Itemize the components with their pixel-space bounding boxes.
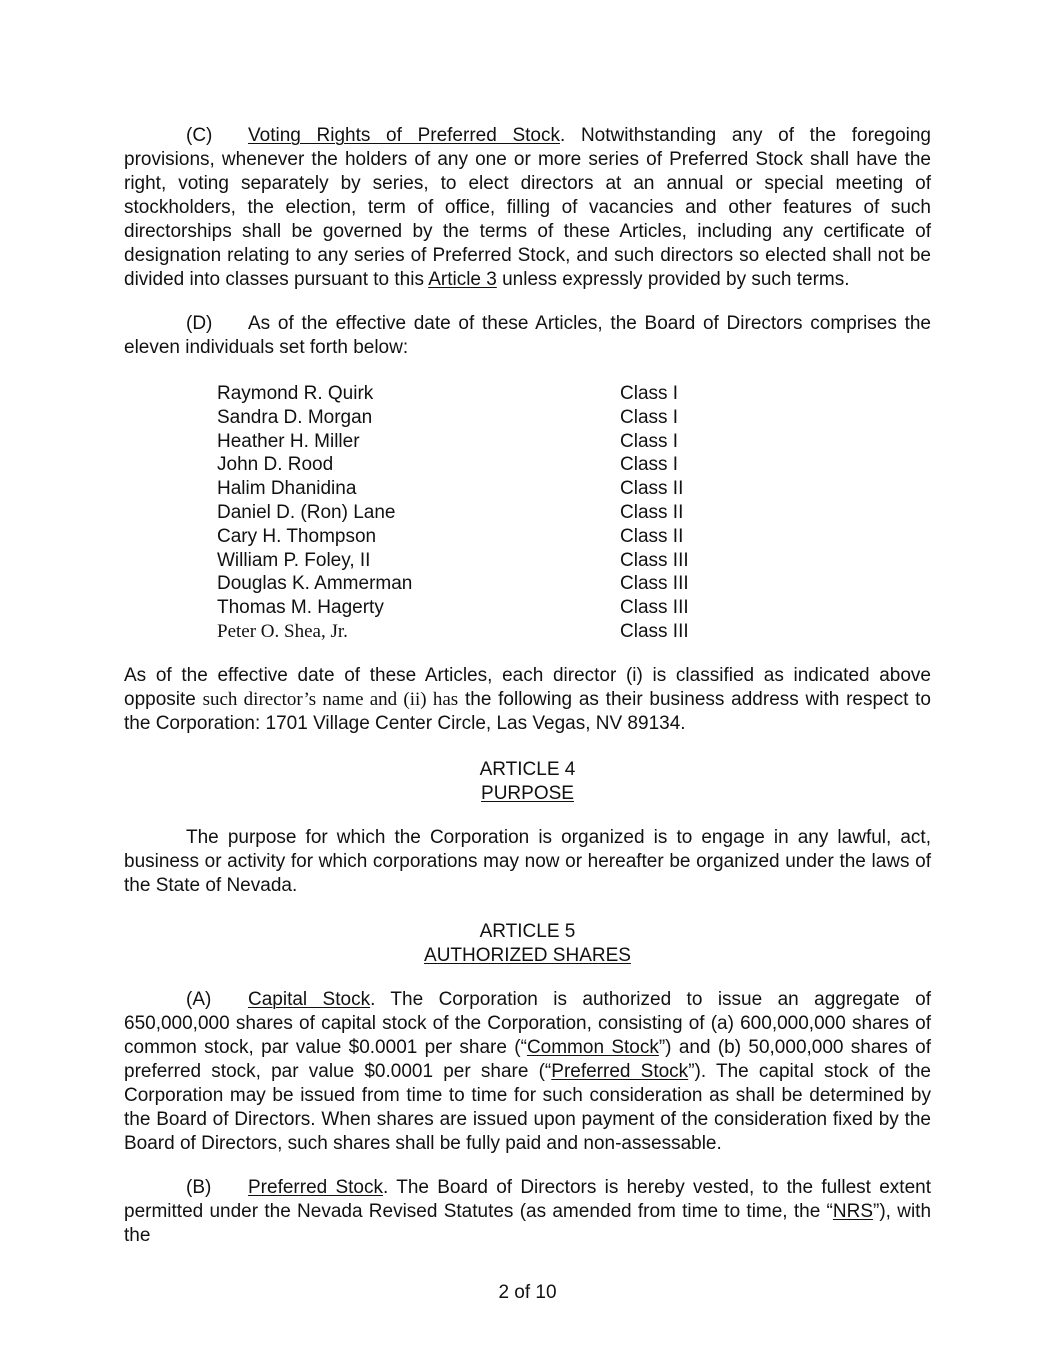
directors-list (217, 382, 931, 644)
purpose-text: The purpose for which the Corporation is organized is to engage in any lawful, act, business or activity for which corporations may now or hereafter be organized under the laws of the State of Nevada. (124, 826, 931, 896)
director-row (217, 406, 931, 430)
business-address-paragraph (124, 664, 931, 736)
article-3-reference: Article 3 (428, 269, 497, 290)
section-c-paragraph (124, 124, 931, 292)
director-row (217, 453, 931, 477)
director-name: Douglas K. Ammerman (217, 573, 413, 595)
director-class: Class II (620, 525, 684, 547)
section-c-heading: Voting Rights of Preferred Stock (248, 125, 560, 146)
address-text-serif: such director’s name and (ii) has (202, 688, 459, 710)
director-row (217, 525, 931, 549)
section-d-label: (D) (186, 313, 213, 334)
director-name: Peter O. Shea, Jr. (217, 620, 348, 642)
director-row (217, 549, 931, 573)
director-name: Thomas M. Hagerty (217, 597, 384, 619)
section-b-paragraph (124, 1176, 931, 1248)
director-name: Cary H. Thompson (217, 525, 377, 547)
director-class: Class I (620, 454, 679, 476)
section-b-text-end: ”), with the (124, 1200, 932, 1246)
director-row (217, 477, 931, 501)
director-name: Raymond R. Quirk (217, 383, 374, 404)
section-a-paragraph (124, 988, 931, 1156)
section-c-label: (C) (186, 125, 213, 146)
director-row (217, 620, 931, 644)
article-5-title: AUTHORIZED SHARES (424, 944, 631, 966)
section-b-text: . The Board of Directors is hereby vested, to the fullest extent permitted under the Nevada Revised Statutes (as amended from time to time, the “ (124, 1176, 931, 1222)
director-name: Halim Dhanidina (217, 478, 357, 500)
address-text: As of the effective date of these Articles, each director (i) is classified as indicated above opposite (124, 664, 931, 710)
section-c-text: . Notwithstanding any of the foregoing provisions, whenever the holders of any one or more series of Preferred Stock shall have the right, voting separately by series, to elect directors at an annual or special meeting of stockholders, the election, term of office, filling of vacancies and other features of such directorships shall be governed by the terms of these Articles, including any certificate of designation relating to any series of Preferred Stock, and such directors so elected shall not be divided into classes pursuant to this (124, 125, 931, 290)
nrs-term: NRS (832, 1200, 874, 1222)
director-row (217, 501, 931, 525)
preferred-stock-term: Preferred Stock (551, 1060, 689, 1082)
section-c-text-end: unless expressly provided by such terms. (496, 269, 850, 290)
section-b-heading: Preferred Stock (248, 1176, 383, 1198)
section-a-heading: Capital Stock (248, 988, 371, 1010)
document-body (124, 124, 931, 1248)
director-class: Class I (620, 383, 679, 404)
director-name: Sandra D. Morgan (217, 406, 373, 428)
director-row (217, 382, 931, 406)
director-class: Class I (620, 406, 679, 428)
section-d-text: As of the effective date of these Articles, the Board of Directors comprises the eleven individuals set forth below: (124, 313, 931, 358)
section-b-label: (B) (186, 1176, 212, 1198)
purpose-paragraph (124, 826, 931, 898)
director-row (217, 572, 931, 596)
director-name: Heather H. Miller (217, 430, 360, 452)
director-name: Daniel D. (Ron) Lane (217, 501, 396, 523)
article-5-heading (124, 920, 931, 968)
director-class: Class II (620, 478, 684, 500)
address-text-end: the following as their business address with respect to the Corporation: 1701 Village Center Circle, Las Vegas, NV 89134. (124, 688, 931, 734)
director-class: Class I (620, 430, 679, 452)
common-stock-term: Common Stock (526, 1036, 659, 1058)
director-class: Class III (620, 573, 689, 595)
section-a-text: . The Corporation is authorized to issue an aggregate of 650,000,000 shares of capital stock of the Corporation, consisting of (a) 600,000,000 shares of common stock, par value $0.0001 per share (“ (124, 988, 931, 1058)
director-class: Class II (620, 501, 684, 523)
director-name: William P. Foley, II (217, 549, 371, 571)
article-4-heading (124, 758, 931, 806)
page-number: 2 of 10 (498, 1282, 557, 1303)
article-4-number: ARTICLE 4 (479, 758, 576, 780)
section-a-text-2: ”) and (b) 50,000,000 shares of preferred stock, par value $0.0001 per share (“ (124, 1036, 932, 1082)
director-row (217, 430, 931, 454)
section-d-paragraph (124, 312, 931, 360)
director-class: Class III (620, 549, 689, 571)
director-class: Class III (620, 620, 689, 642)
article-4-title: PURPOSE (481, 782, 574, 804)
director-row (217, 596, 931, 620)
article-5-number: ARTICLE 5 (479, 920, 576, 942)
section-a-label: (A) (186, 988, 212, 1010)
director-name: John D. Rood (217, 454, 334, 476)
section-a-text-3: ”). The capital stock of the Corporation may be issued from time to time for such consideration as shall be determined by the Board of Directors. When shares are issued upon payment of the consideration fixed by the Board of Directors, such shares shall be fully paid and non-assessable. (124, 1060, 931, 1154)
director-class: Class III (620, 597, 689, 619)
